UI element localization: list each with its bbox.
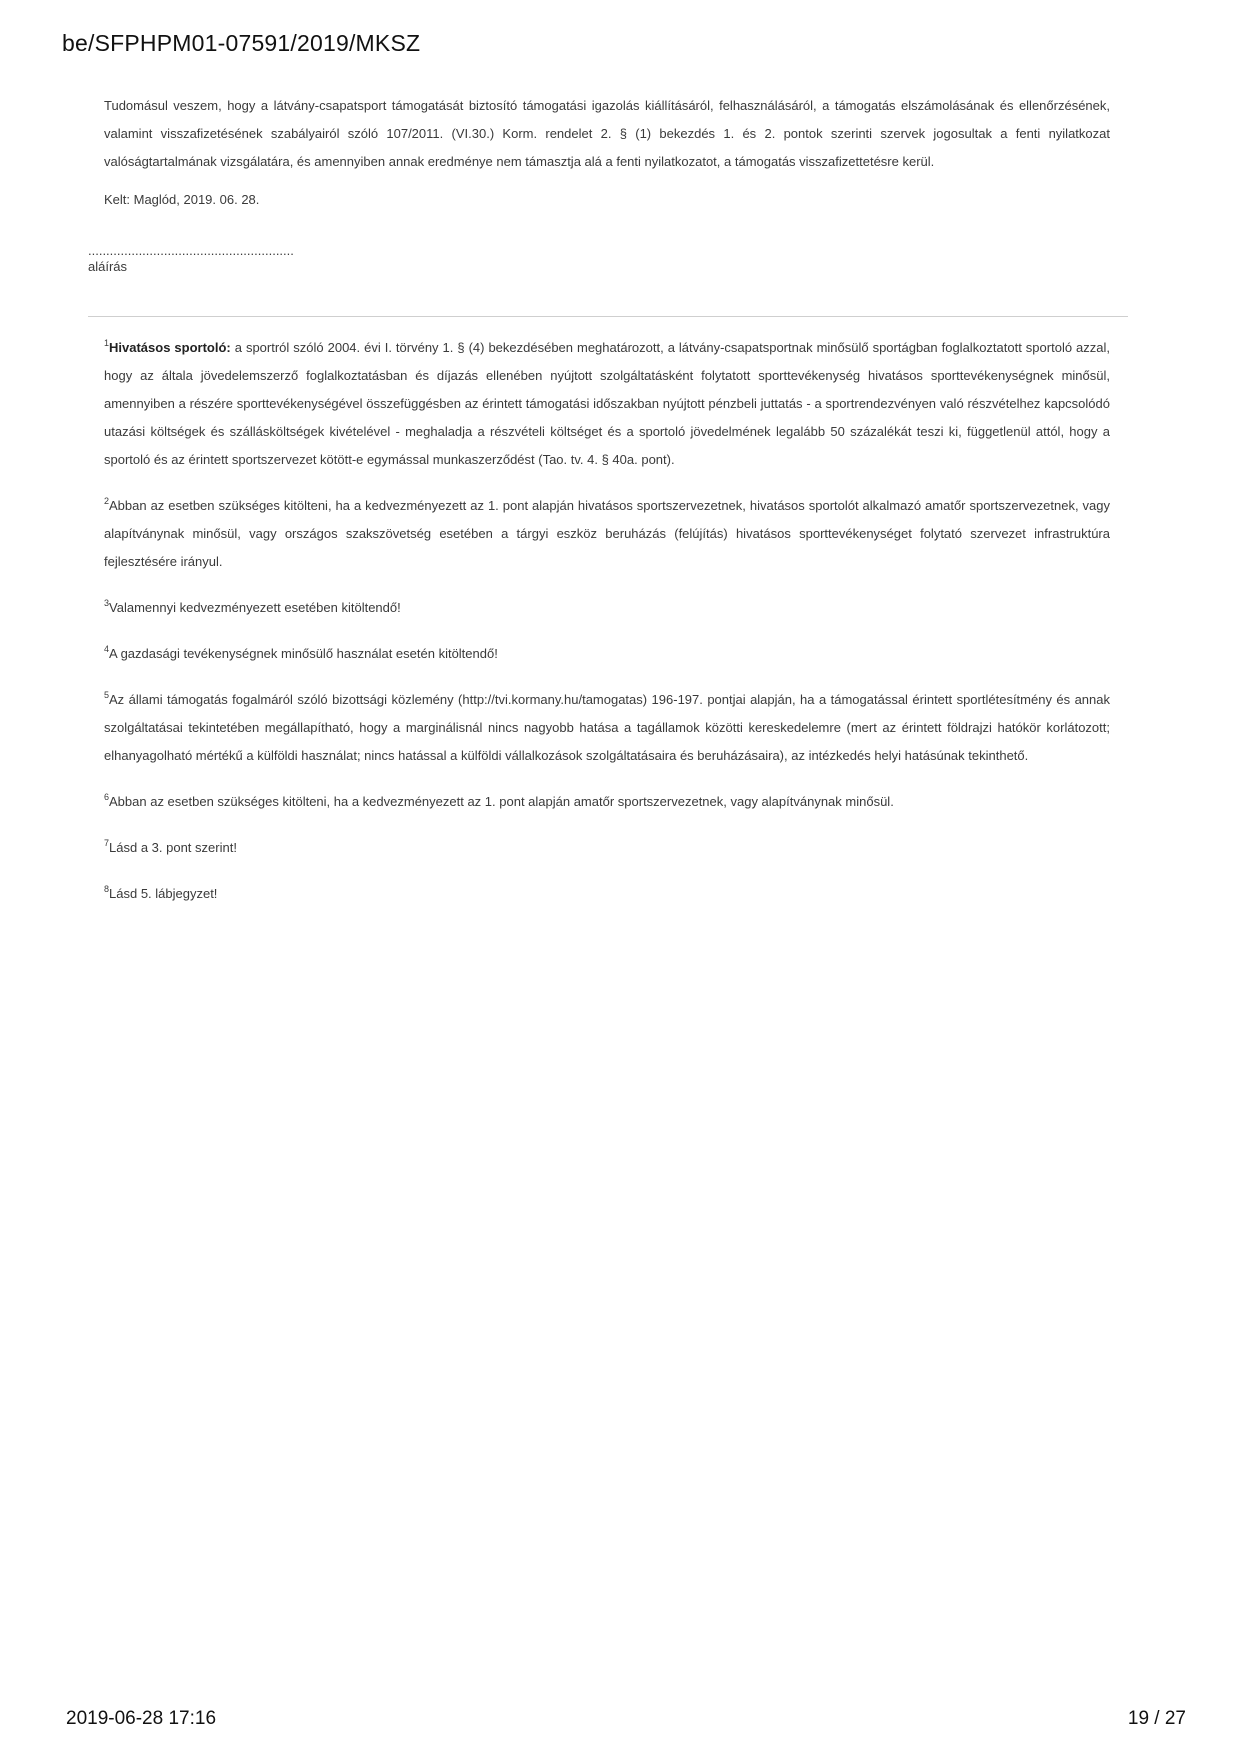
footnote-text: Lásd 5. lábjegyzet! — [109, 886, 218, 901]
footnote-text: A gazdasági tevékenységnek minősülő használat esetén kitöltendő! — [109, 646, 498, 661]
footnote-number: 7 — [104, 838, 110, 848]
page-number: 19 / 27 — [1127, 1708, 1186, 1729]
footnote-text: a sportról szóló 2004. évi I. törvény 1. § (4) bekezdésében meghatározott, a látvány-csapatsportnak minősülő sportágban foglalkoztatott sportoló azzal, hogy az általa jövedelemszerző foglalkoztatásban és díjazás ellenében nyújtott szolgáltatásként folytatott sporttevékenység hivatásos sporttevékenységnek minősül, amennyiben a részére sporttevékenységével összefüggésben az érintett támogatási időszakban nyújtott pénzbeli juttatás - a sportrendezvényen való részvételhez kapcsolódó utazási költségek és szállásköltségek kivételével - meghaladja a részvételi költséget és a sportoló jövedelmének legalább 50 százalékát teszi ki, függetlenül attól, hogy a sportoló és az érintett sportszervezet kötött-e egymással munkaszerződést (Tao. tv. 4. § 40a. pont). — [104, 340, 1110, 467]
footer-timestamp: 2019-06-28 17:16 — [66, 1708, 217, 1729]
date-line: Kelt: Maglód, 2019. 06. 28. — [104, 192, 260, 207]
signature-line: ......................................................... — [88, 243, 294, 258]
footnote-text: Abban az esetben szükséges kitölteni, ha a kedvezményezett az 1. pont alapján hivatásos sportszervezetnek, hivatásos sportolót alkalmazó amatőr sportszervezetnek, vagy alapítványnak minősül, vagy országos szakszövetség esetében a tárgyi eszköz beruházás (felújítás) hivatásos sporttevékenységet folytató szervezet infrastruktúra fejlesztésére irányul. — [104, 498, 1110, 569]
footnote-term: Hivatásos sportoló: — [109, 340, 231, 355]
signature-label: aláírás — [88, 259, 128, 274]
footnote-3 — [104, 594, 1110, 622]
footnote-2 — [104, 492, 1110, 576]
statement-paragraph: Tudomásul veszem, hogy a látvány-csapatsport támogatását biztosító támogatási igazolás kiállításáról, felhasználásáról, a támogatás elszámolásának és ellenőrzésének, valamint visszafizetésének szabályairól szóló 107/2011. (VI.30.) Korm. rendelet 2. § (1) bekezdés 1. és 2. pontok szerinti szervek jogosultak a fenti nyilatkozat valóságtartalmának vizsgálatára, és amennyiben annak eredménye nem támasztja alá a fenti nyilatkozatot, a támogatás visszafizettetésre kerül. — [104, 98, 1110, 169]
footnote-1 — [104, 334, 1110, 474]
footnote-number: 4 — [104, 644, 110, 654]
footnote-number: 1 — [104, 338, 110, 348]
footnote-8 — [104, 880, 1110, 908]
footnote-7 — [104, 834, 1110, 862]
signature-block — [88, 244, 294, 276]
footnotes-section — [104, 334, 1110, 926]
footnote-number: 2 — [104, 496, 110, 506]
statement-section — [104, 92, 1110, 214]
footnote-text: Az állami támogatás fogalmáról szóló bizottsági közlemény (http://tvi.kormany.hu/tamogatas) 196-197. pontjai alapján, ha a támogatással érintett sportlétesítmény és annak szolgáltatásai tekintetében megállapítható, hogy a marginálisnál nincs nagyobb hatása a tagállamok közötti kereskedelemre (mert az érintett földrajzi hatókör korlátozott; elhanyagolható mértékű a külföldi használat; nincs hatással a külföldi vállalkozások szolgáltatásaira és beruházásaira), az intézkedés helyi hatásúnak tekinthető. — [104, 692, 1110, 763]
document-id: be/SFPHPM01-07591/2019/MKSZ — [62, 30, 421, 56]
footnote-divider — [88, 316, 1128, 317]
footnote-4 — [104, 640, 1110, 668]
footnote-text: Valamennyi kedvezményezett esetében kitöltendő! — [109, 600, 401, 615]
footnote-6 — [104, 788, 1110, 816]
footnote-5 — [104, 686, 1110, 770]
footnote-number: 3 — [104, 598, 110, 608]
footnote-text: Lásd a 3. pont szerint! — [109, 840, 237, 855]
footnote-number: 5 — [104, 690, 110, 700]
footnote-text: Abban az esetben szükséges kitölteni, ha a kedvezményezett az 1. pont alapján amatőr sportszervezetnek, vagy alapítványnak minősül. — [109, 794, 894, 809]
footnote-number: 6 — [104, 792, 110, 802]
footnote-number: 8 — [104, 884, 110, 894]
